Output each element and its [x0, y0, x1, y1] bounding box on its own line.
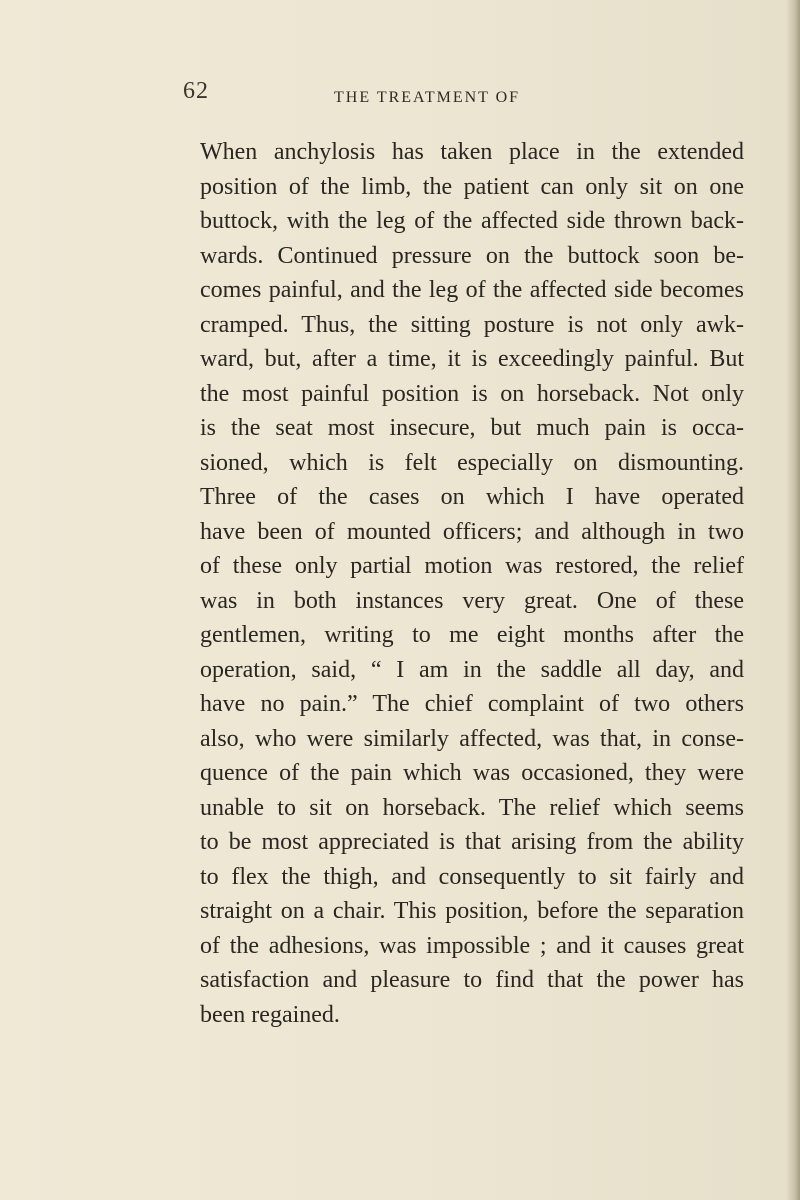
- text-line: position of the limb, the patient can only sit on one: [200, 173, 744, 200]
- text-line: also, who were similarly affected, was that, in conse-: [200, 725, 744, 752]
- text-line: is the seat most insecure, but much pain is occa-: [200, 415, 744, 441]
- text-line: sioned, which is felt especially on dismounting.: [200, 449, 744, 476]
- text-line: gentlemen, writing to me eight months after the: [200, 622, 744, 648]
- text-line-final: been regained.: [200, 1001, 340, 1028]
- page-number: 62: [183, 78, 209, 104]
- text-line: buttock, with the leg of the affected side thrown back-: [200, 208, 744, 234]
- text-line: of these only partial motion was restored, the relief: [200, 553, 744, 579]
- text-line: have no pain.” The chief complaint of two others: [200, 691, 744, 717]
- text-line: quence of the pain which was occasioned, they were: [200, 760, 744, 786]
- text-line: was in both instances very great. One of these: [200, 587, 744, 614]
- text-line: to be most appreciated is that arising from the ability: [200, 829, 744, 855]
- text-line: wards. Continued pressure on the buttock soon be-: [200, 242, 744, 269]
- text-line: the most painful position is on horseback. Not only: [200, 380, 744, 407]
- page-header: [0, 78, 800, 118]
- running-head: THE TREATMENT OF: [334, 89, 521, 106]
- text-line: satisfaction and pleasure to find that the power has: [200, 967, 744, 993]
- text-line: operation, said, “ I am in the saddle all day, and: [200, 656, 744, 683]
- text-line: Three of the cases on which I have operated: [200, 484, 744, 510]
- text-line: unable to sit on horseback. The relief which seems: [200, 794, 744, 821]
- text-line: to flex the thigh, and consequently to sit fairly and: [200, 863, 744, 890]
- text-line: ward, but, after a time, it is exceedingly painful. But: [200, 346, 744, 372]
- text-line: comes painful, and the leg of the affected side becomes: [200, 277, 744, 303]
- text-line: of the adhesions, was impossible ; and it causes great: [200, 932, 744, 959]
- body-paragraph: [200, 135, 744, 1032]
- text-line: straight on a chair. This position, before the separation: [200, 898, 744, 924]
- text-line: When anchylosis has taken place in the extended: [200, 139, 744, 165]
- text-line: have been of mounted officers; and although in two: [200, 518, 744, 545]
- page-edge-shadow: [786, 0, 800, 1200]
- text-line: cramped. Thus, the sitting posture is not only awk-: [200, 311, 744, 338]
